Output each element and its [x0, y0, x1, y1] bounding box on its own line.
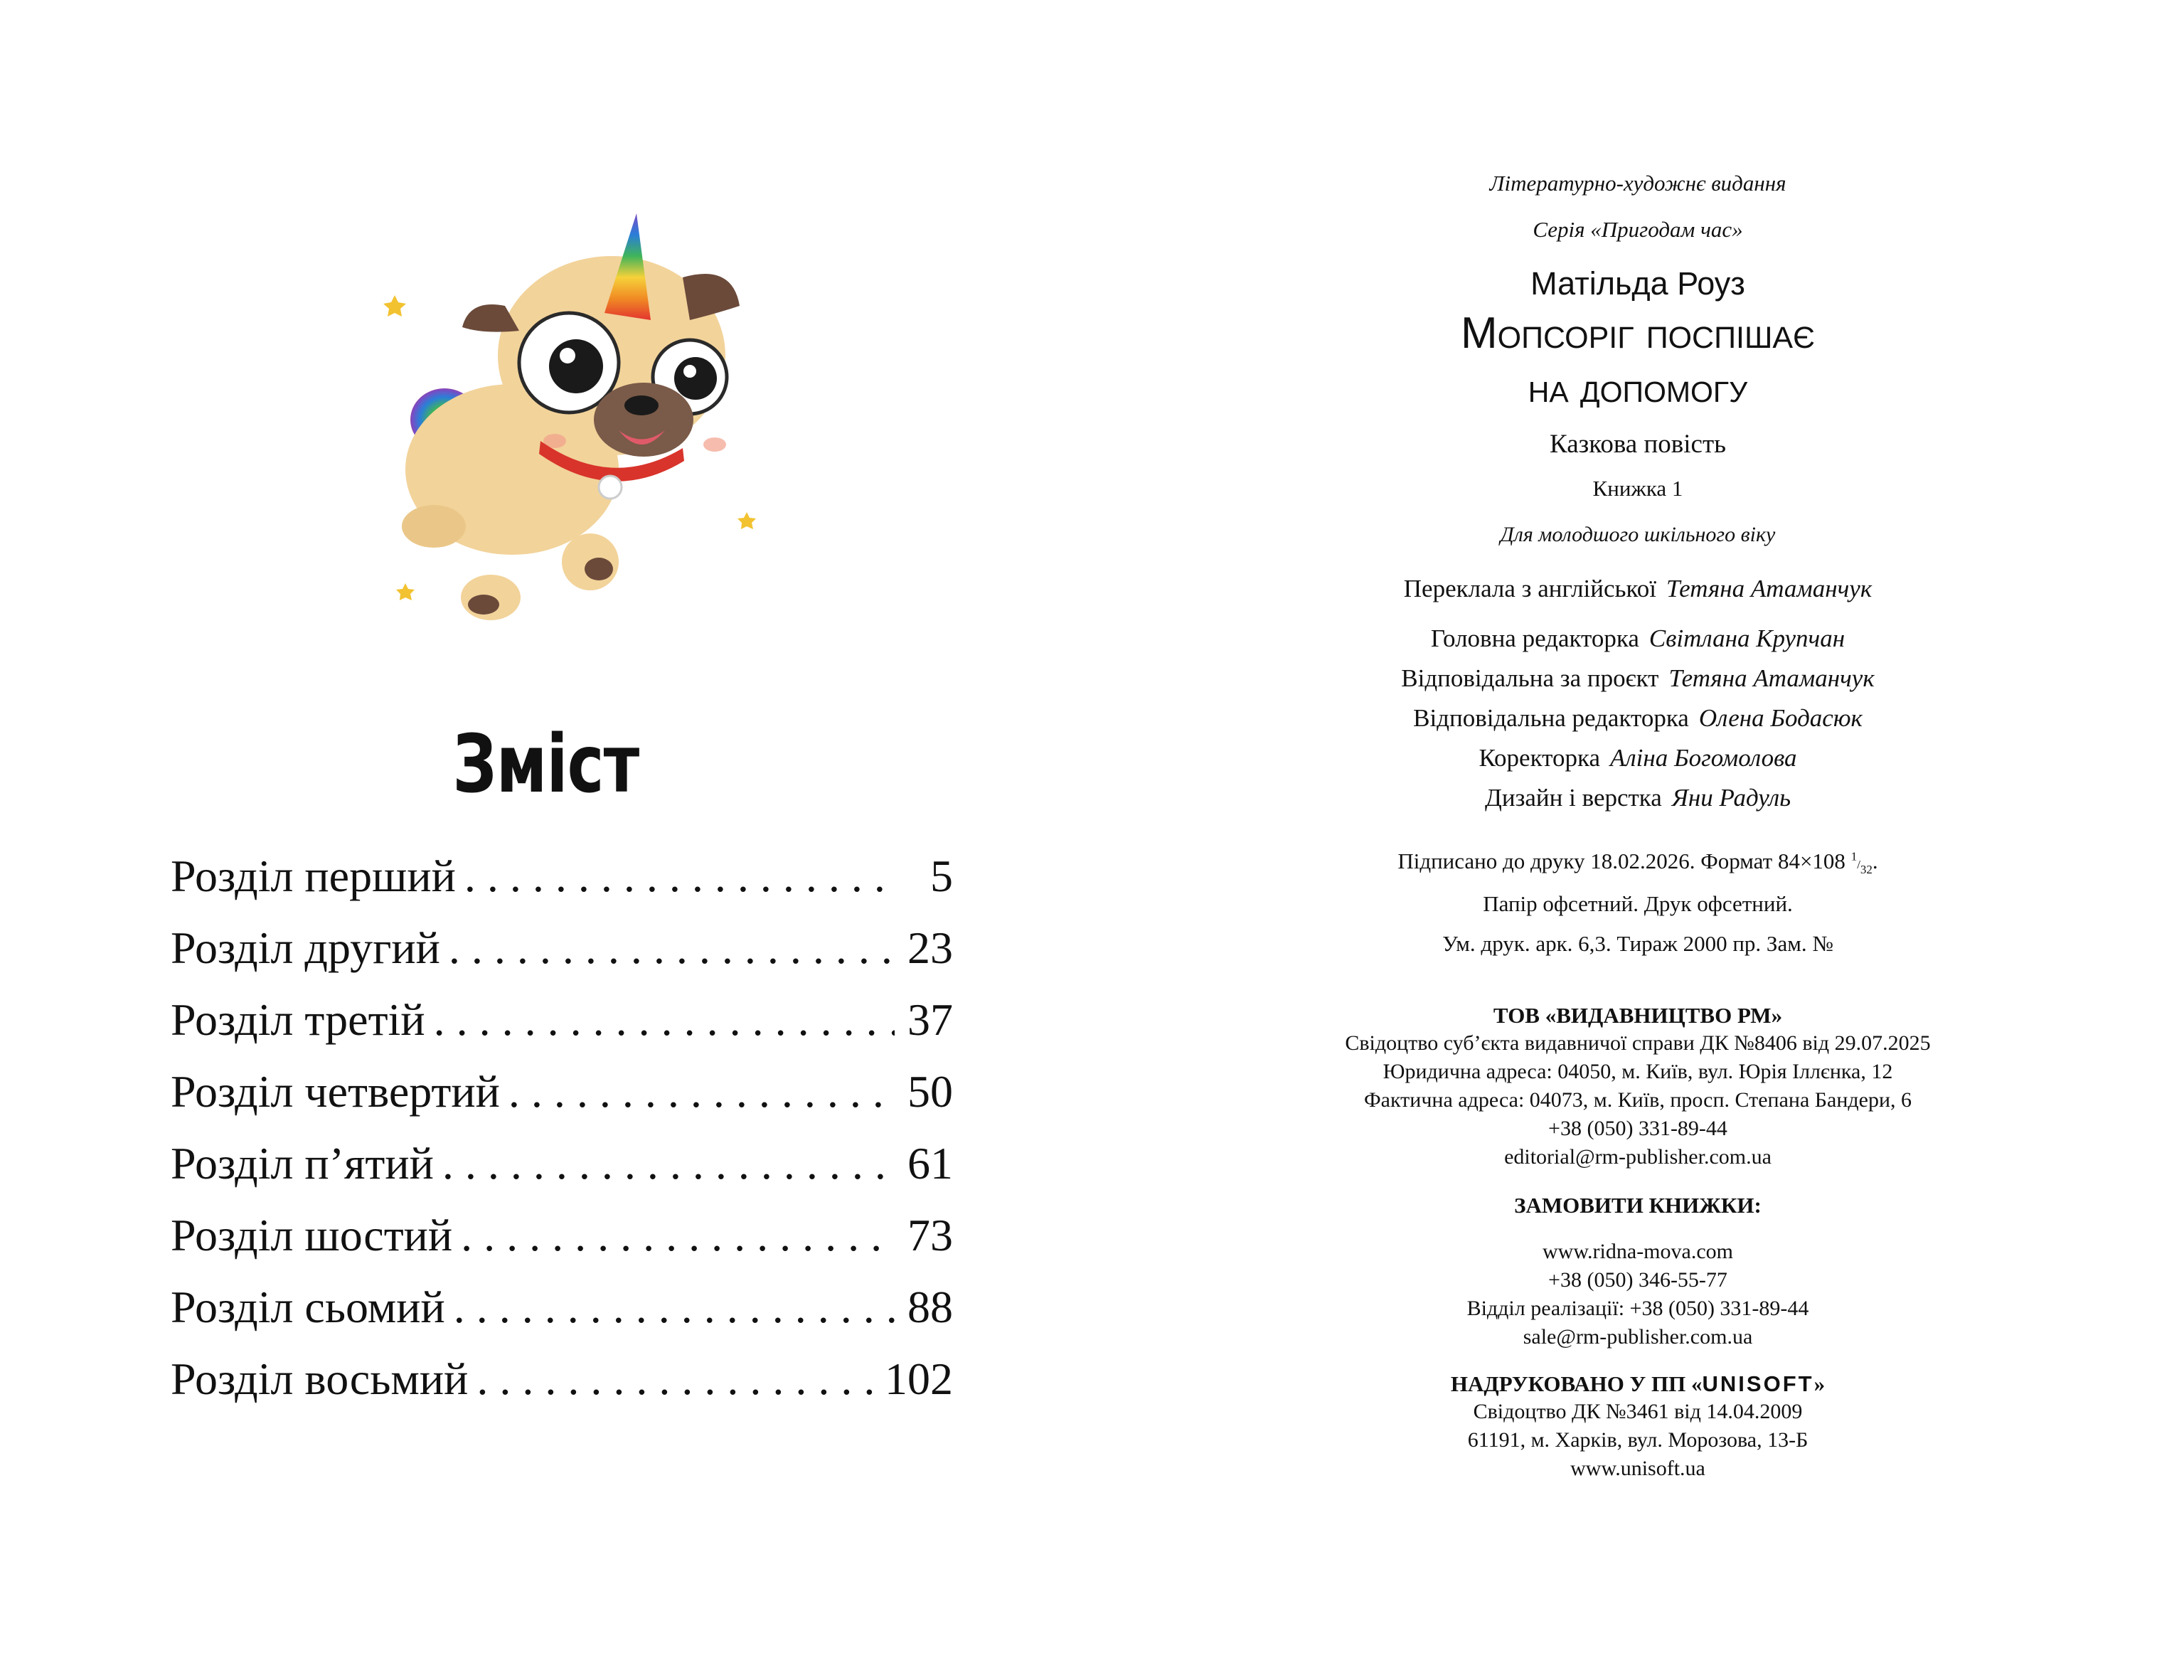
audience: Для молодшого шкільного віку	[1500, 523, 1776, 546]
toc-entry-page: 37	[907, 994, 953, 1045]
publisher-line: Юридична адреса: 04050, м. Київ, вул. Юрія Іллєнка, 12	[1383, 1060, 1893, 1083]
toc-entry-label: Розділ четвертий	[171, 1066, 500, 1117]
toc-entry-label: Розділ сьомий	[171, 1282, 445, 1332]
toc-leader-dots	[449, 922, 895, 974]
credit-role: Переклала з англійської	[1403, 575, 1656, 602]
printer-brand: UNISOFT	[1702, 1371, 1814, 1396]
credit-name: Світлана Крупчан	[1648, 624, 1845, 652]
author: Матільда Роуз	[1530, 265, 1745, 302]
toc-entry-page: 88	[907, 1282, 953, 1332]
edition-type: Літературно-художнє видання	[1489, 171, 1786, 196]
toc-leader-dots	[442, 1137, 895, 1190]
print-info-end: .	[1872, 849, 1878, 873]
credit-name: Яни Радуль	[1671, 784, 1791, 812]
credit-name: Аліна Богомолова	[1609, 744, 1797, 772]
toc-entry[interactable]	[171, 1137, 953, 1209]
credit-line	[1092, 704, 2184, 733]
order-email[interactable]: sale@rm-publisher.com.ua	[1523, 1325, 1753, 1349]
toc-entry[interactable]	[171, 1065, 953, 1137]
print-info-line1: Підписано до друку 18.02.2026. Формат 84×108 $^1/_{32}$.	[1397, 849, 1878, 877]
toc-entry[interactable]	[171, 922, 953, 994]
credit-role: Коректорка	[1479, 744, 1600, 772]
printer-address: 61191, м. Харків, вул. Морозова, 13-Б	[1467, 1428, 1809, 1452]
publisher-phone: +38 (050) 331-89-44	[1548, 1117, 1727, 1140]
book-number: Книжка 1	[1592, 476, 1683, 501]
credit-role: Головна редакторка	[1430, 624, 1639, 652]
credit-line	[1092, 744, 2184, 772]
credit-line	[1092, 624, 2184, 653]
credit-role: Дизайн і верстка	[1484, 784, 1662, 812]
order-phone: +38 (050) 346-55-77	[1548, 1268, 1727, 1292]
toc-entry-page: 23	[907, 923, 953, 973]
credit-name: Тетяна Атаманчук	[1666, 575, 1873, 602]
toc-entry-label: Розділ п’ятий	[171, 1138, 434, 1189]
order-sales-phone: Відділ реалізації: +38 (050) 331-89-44	[1466, 1297, 1809, 1320]
format-denominator: 32	[1860, 863, 1873, 877]
series: Серія «Пригодам час»	[1533, 217, 1743, 242]
publisher-line: Свідоцтво суб’єкта видавничої справи ДК №8406 від 29.07.2025	[1345, 1031, 1931, 1055]
print-info-line2: Папір офсетний. Друк офсетний.	[1483, 891, 1793, 916]
pug-unicorn-illustration	[377, 213, 775, 640]
toc-leader-dots	[454, 1281, 895, 1334]
toc-leader-dots	[434, 994, 895, 1046]
toc-entry-label: Розділ другий	[171, 923, 440, 973]
printer-heading-suffix: »	[1813, 1371, 1826, 1396]
publisher-email[interactable]: editorial@rm-publisher.com.ua	[1504, 1145, 1772, 1169]
toc-entry-page: 73	[907, 1210, 953, 1260]
toc-entry-page: 102	[885, 1354, 953, 1404]
credit-line	[1092, 784, 2184, 812]
printer-heading	[1092, 1371, 2184, 1397]
toc-entry[interactable]	[171, 1209, 953, 1281]
book-title-line2: на допомогу	[1528, 365, 1748, 411]
toc-leader-dots	[461, 1209, 895, 1262]
credit-role: Відповідальна за проєкт	[1401, 664, 1659, 692]
format-numerator: 1	[1850, 849, 1858, 863]
publisher-name: ТОВ «ВИДАВНИЦТВО РМ»	[1493, 1003, 1783, 1028]
order-website[interactable]: www.ridna-mova.com	[1543, 1240, 1733, 1263]
credit-name: Олена Бодасюк	[1698, 704, 1863, 732]
toc-entry-label: Розділ шостий	[171, 1210, 453, 1260]
toc-entry-page: 50	[907, 1066, 953, 1117]
order-heading: ЗАМОВИТИ КНИЖКИ:	[1514, 1193, 1762, 1218]
printer-line: Свідоцтво ДК №3461 від 14.04.2009	[1473, 1400, 1803, 1423]
genre: Казкова повість	[1550, 430, 1726, 459]
toc-leader-dots	[476, 1353, 876, 1405]
right-page-imprint	[1092, 0, 2184, 1680]
credit-name: Тетяна Атаманчук	[1668, 664, 1875, 692]
publisher-line: Фактична адреса: 04073, м. Київ, просп. Степана Бандери, 6	[1363, 1088, 1912, 1112]
toc-entry[interactable]	[171, 994, 953, 1065]
toc-entry[interactable]	[171, 850, 953, 922]
toc-leader-dots	[508, 1065, 895, 1118]
toc-entry-label: Розділ восьмий	[171, 1354, 469, 1404]
credit-line	[1092, 664, 2184, 693]
toc-entry-page: 61	[907, 1138, 953, 1189]
credit-role: Відповідальна редакторка	[1413, 704, 1689, 732]
table-of-contents	[171, 850, 953, 1425]
print-info-line3: Ум. друк. арк. 6,3. Тираж 2000 пр. Зам. №	[1442, 931, 1833, 956]
print-info-text: Підписано до друку 18.02.2026. Формат 84×108	[1397, 849, 1845, 873]
toc-entry-label: Розділ третій	[171, 994, 425, 1045]
toc-entry-page: 5	[930, 851, 953, 901]
toc-title: Зміст	[452, 718, 639, 811]
toc-leader-dots	[464, 850, 895, 903]
toc-entry[interactable]	[171, 1281, 953, 1353]
toc-entry[interactable]	[171, 1353, 953, 1425]
toc-entry-label: Розділ перший	[171, 851, 456, 901]
printer-website[interactable]: www.unisoft.ua	[1570, 1457, 1705, 1480]
printer-heading-prefix: НАДРУКОВАНО У ПП «	[1450, 1371, 1703, 1396]
credit-line	[1092, 575, 2184, 603]
book-title-line1: Мопсоріг поспішає	[1461, 309, 1815, 358]
